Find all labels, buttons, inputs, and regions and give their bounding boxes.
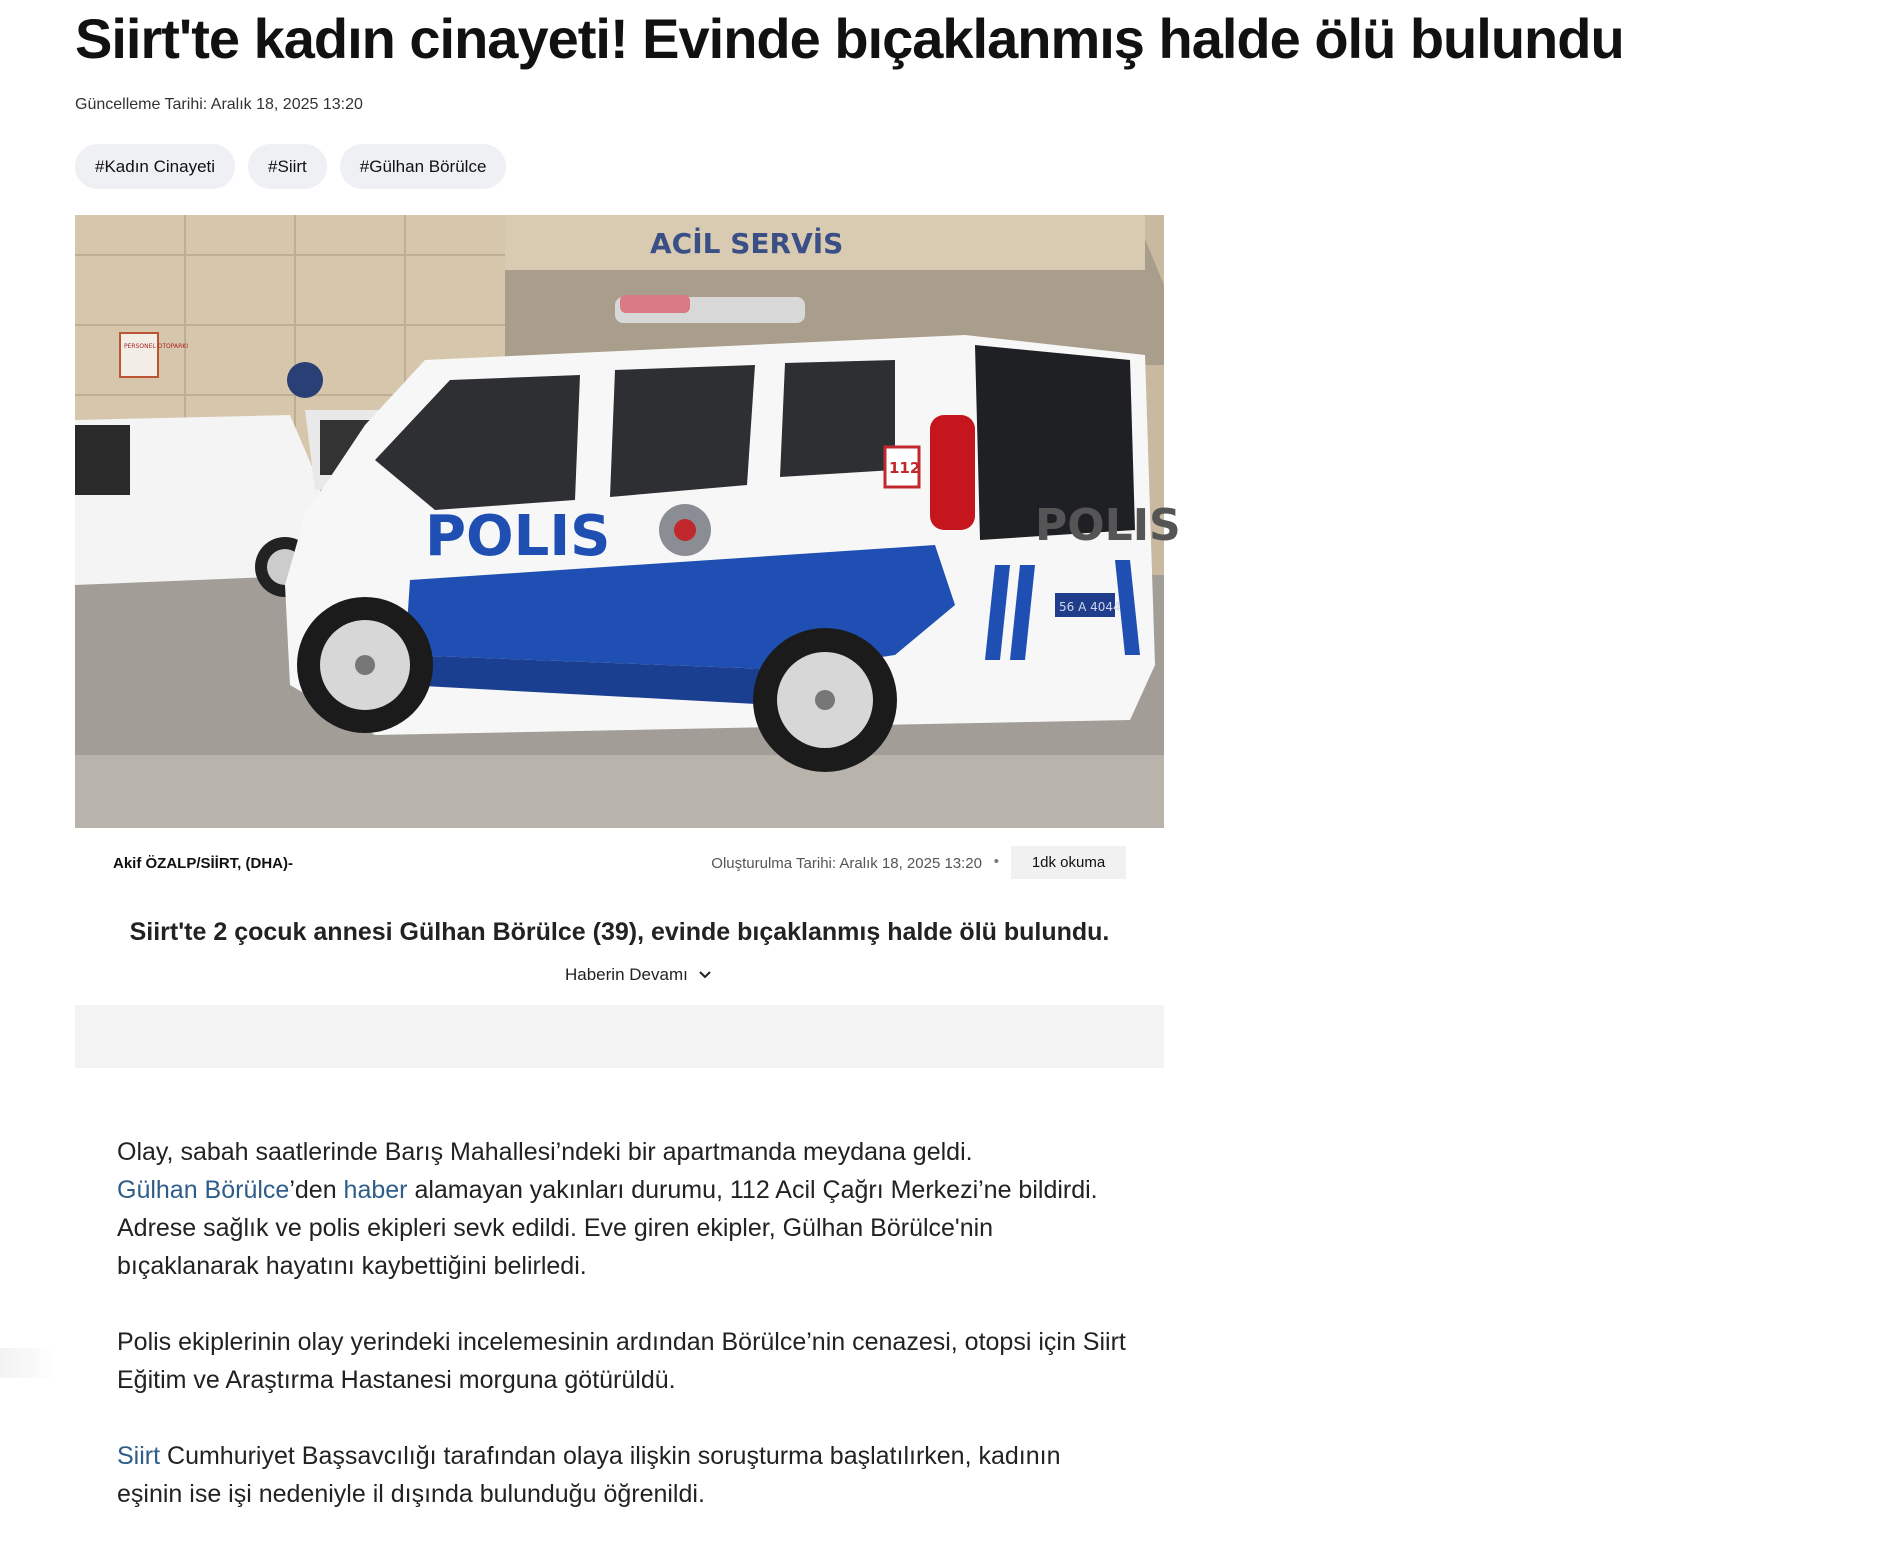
article-summary: Siirt'te 2 çocuk annesi Gülhan Börülce (39), evinde bıçaklanmış halde ölü bulundu.: [129, 918, 1110, 946]
updated-date: Güncelleme Tarihi: Aralık 18, 2025 13:20: [75, 96, 363, 113]
paragraph-3: [117, 1437, 1127, 1513]
p1-text-b: ’den: [289, 1176, 344, 1204]
badge-112: 112: [889, 459, 921, 477]
acil-servis-sign: ACİL SERVİS: [650, 227, 844, 260]
side-shade: [0, 1348, 57, 1378]
tag-siirt[interactable]: #Siirt: [248, 144, 327, 189]
continue-reading-button[interactable]: [565, 965, 712, 985]
article-headline: Siirt'te kadın cinayeti! Evinde bıçaklanmış halde ölü bulundu: [75, 7, 1624, 70]
p1-text-a: Olay, sabah saatlerinde Barış Mahallesi’ndeki bir apartmanda meydana geldi.: [117, 1138, 973, 1166]
link-gulhan-borulce[interactable]: Gülhan Börülce: [117, 1176, 290, 1204]
ad-placeholder: [75, 1005, 1164, 1068]
chevron-down-icon: [698, 970, 712, 980]
article-photo: [75, 215, 1181, 828]
link-siirt[interactable]: Siirt: [117, 1442, 161, 1470]
p1-text-c: alamayan yakınları durumu, 112 Acil Çağrı Merkezi’ne bildirdi. Adrese sağlık ve polis ekipleri sevk edildi. Eve giren ekipler, Gülhan Börülce'nin bıçaklanarak hayatını kaybettiğini belirledi.: [117, 1176, 1098, 1280]
author-name: Akif ÖZALP/SİİRT, (DHA)-: [113, 855, 293, 872]
created-date: Oluşturulma Tarihi: Aralık 18, 2025 13:20: [711, 855, 982, 872]
meta-separator: •: [993, 853, 999, 870]
paragraph-2: Polis ekiplerinin olay yerindeki incelemesinin ardından Börülce’nin cenazesi, otopsi için Siirt Eğitim ve Araştırma Hastanesi morguna götürüldü.: [117, 1328, 1126, 1394]
polis-rear-text: POLIS: [1035, 500, 1181, 551]
tag-kadin-cinayeti[interactable]: #Kadın Cinayeti: [75, 144, 235, 189]
article-body: [117, 1133, 1127, 1551]
plate-text: 56 A 4044: [1059, 600, 1121, 614]
tag-list: [75, 144, 506, 189]
wall-sign-text: PERSONEL OTOPARKI: [124, 343, 188, 350]
p3-text: Cumhuriyet Başsavcılığı tarafından olaya ilişkin soruşturma başlatılırken, kadının eşinin ise işi nedeniyle il dışında bulunduğu öğrenildi.: [117, 1442, 1061, 1508]
paragraph-1: [117, 1133, 1127, 1285]
tag-gulhan-borulce[interactable]: #Gülhan Börülce: [340, 144, 507, 189]
continue-reading-label: Haberin Devamı: [565, 965, 688, 984]
byline-row: [75, 843, 1164, 883]
polis-side-text: POLIS: [425, 504, 611, 569]
police-van-image: [75, 215, 1181, 828]
link-haber[interactable]: haber: [343, 1176, 408, 1204]
read-time-badge: 1dk okuma: [1011, 846, 1126, 879]
